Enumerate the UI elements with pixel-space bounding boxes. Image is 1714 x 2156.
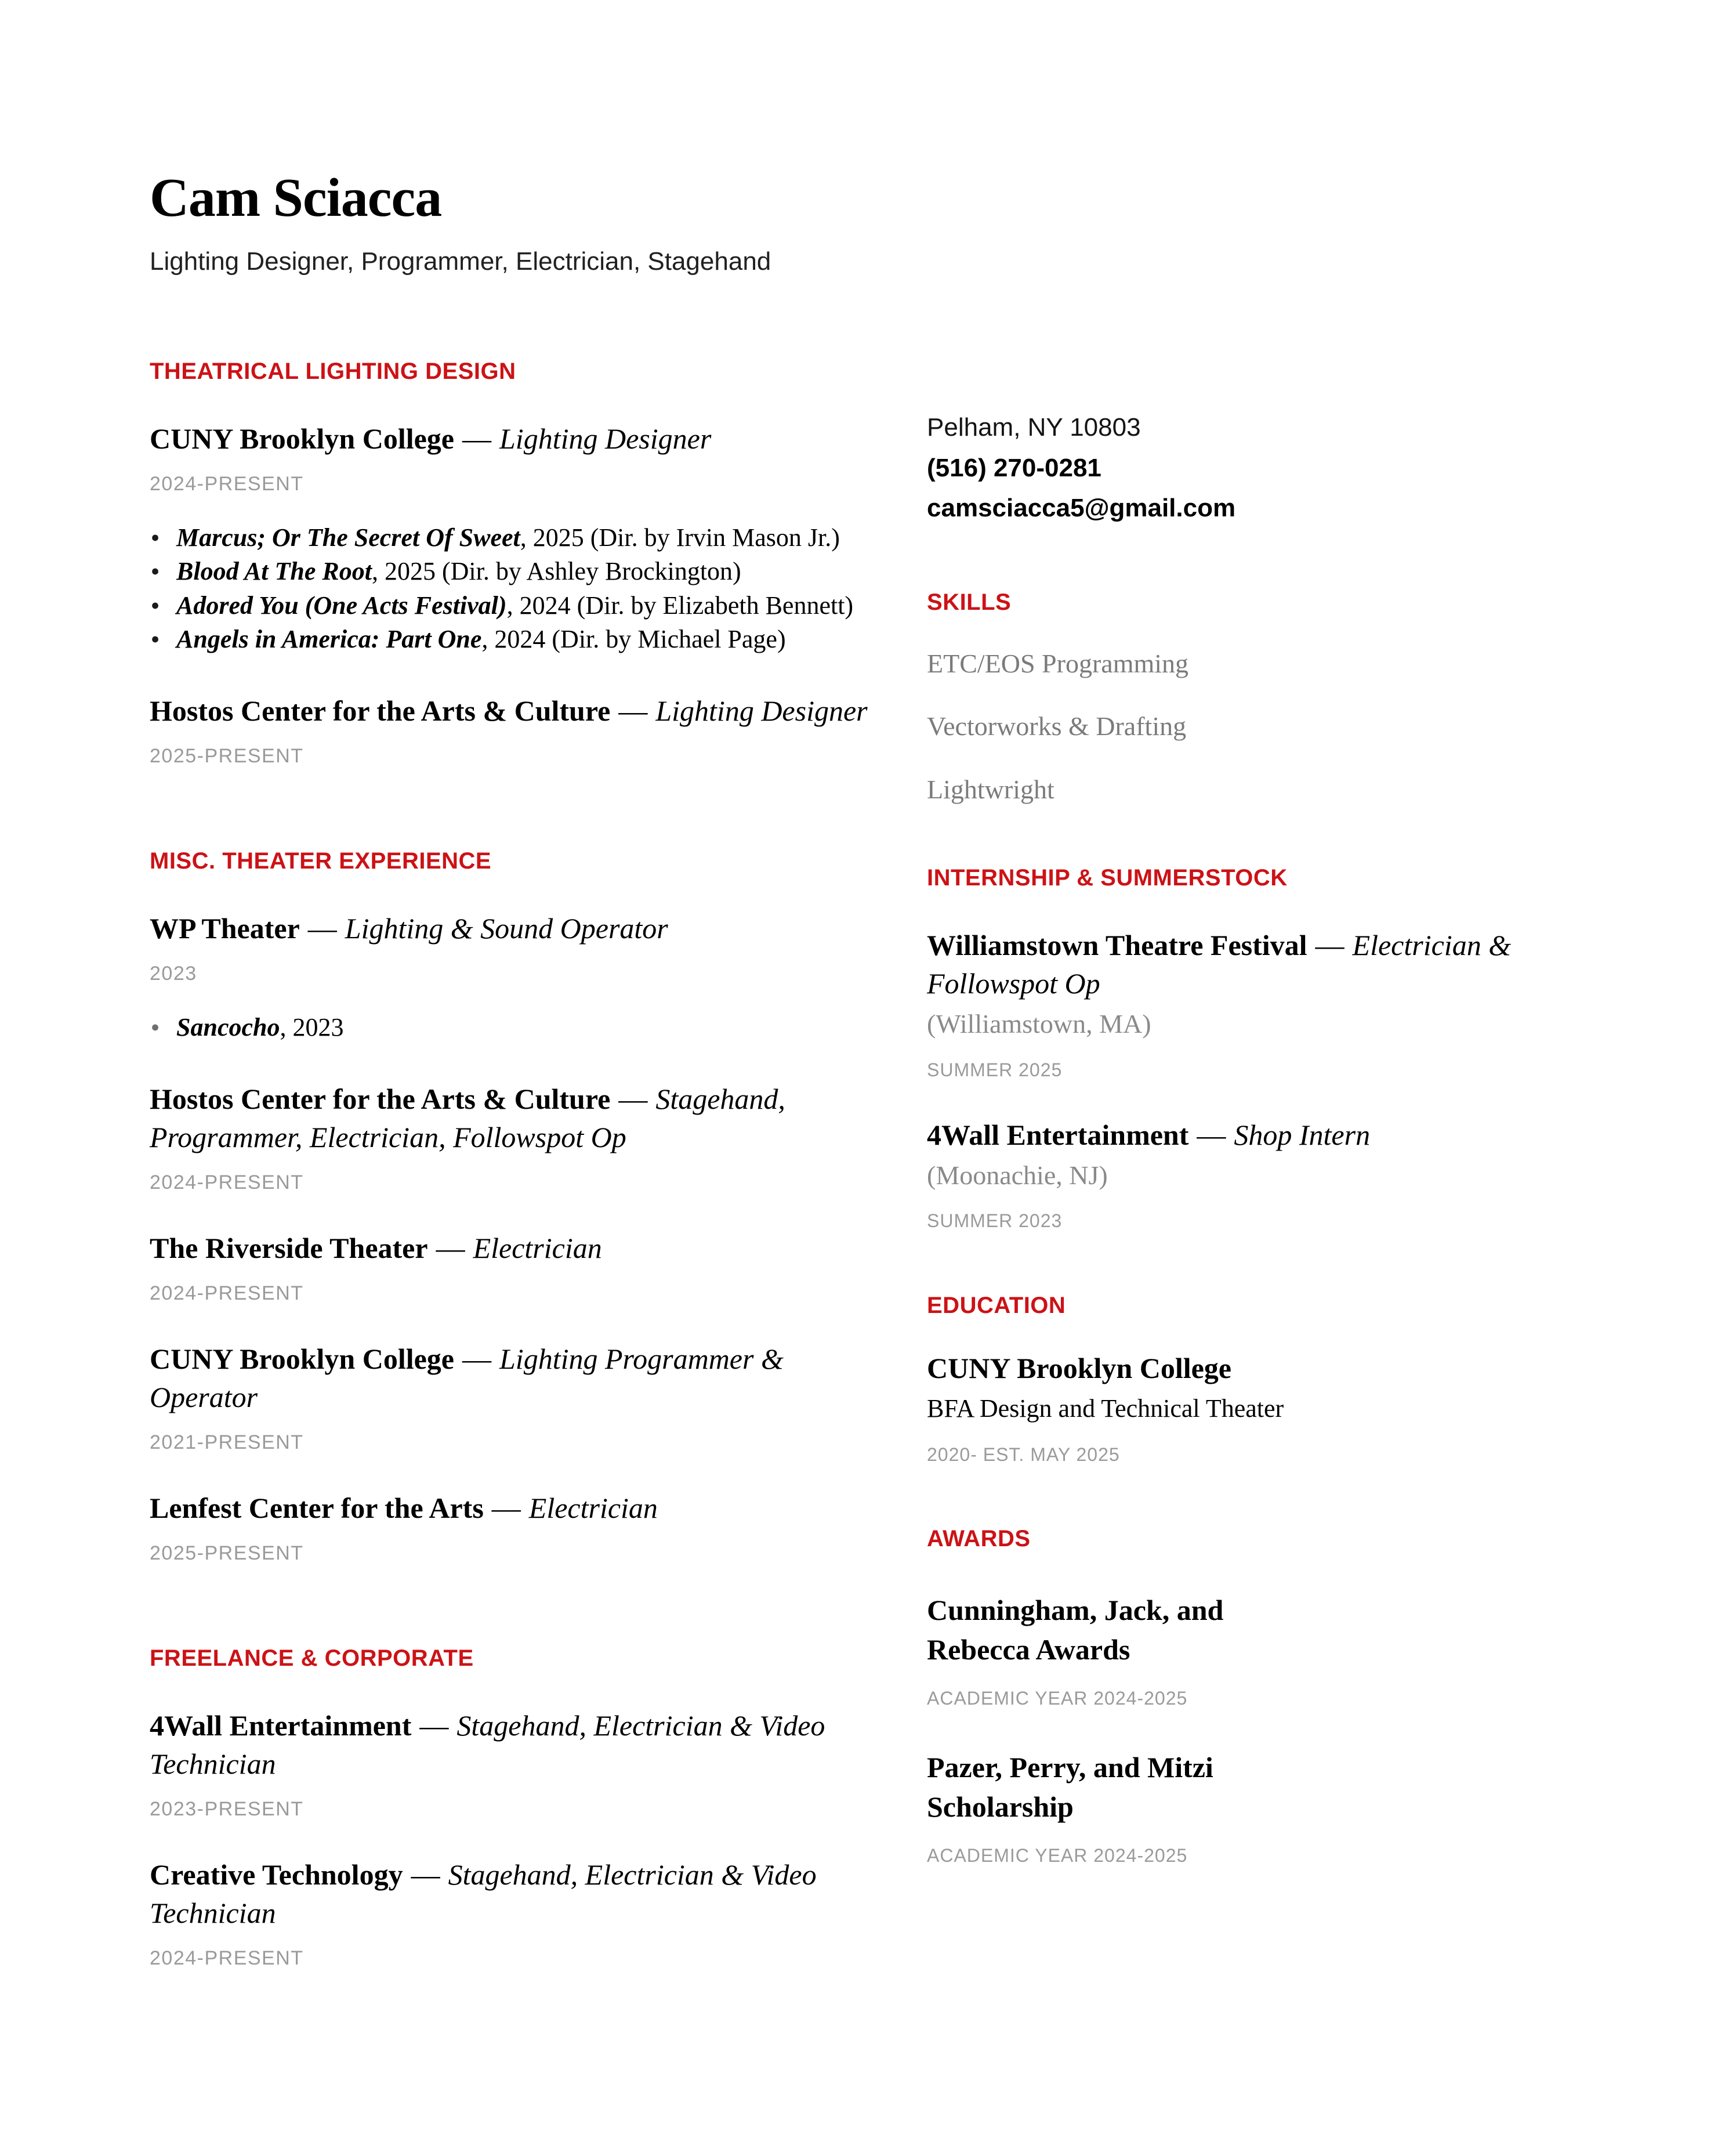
role-title: Lighting Designer (499, 422, 712, 455)
production-title: Blood At The Root (176, 557, 372, 586)
entry-4wall-freelance (150, 1706, 915, 1821)
bullet-dot-icon: ● (151, 529, 160, 545)
entry-date: 2024-PRESENT (150, 1171, 304, 1193)
em-dash: — (491, 1491, 521, 1524)
entry-4wall-intern (927, 1116, 1623, 1232)
skill-item: Vectorworks & Drafting (927, 711, 1187, 741)
award-title: Cunningham, Jack, and Rebecca Awards (927, 1594, 1224, 1666)
production-list (150, 1011, 915, 1045)
role-title: Lighting & Sound Operator (345, 912, 668, 945)
org-name: Hostos Center for the Arts & Culture (150, 694, 611, 727)
role-title: Electrician (473, 1231, 602, 1264)
entry-date: 2021-PRESENT (150, 1431, 304, 1453)
production-title: Marcus; Or The Secret Of Sweet (176, 523, 520, 552)
skill-item: ETC/EOS Programming (927, 648, 1189, 678)
entry-title (150, 1489, 869, 1527)
role-title: Stagehand, Electrician & Video Technician (150, 1858, 817, 1930)
production-title: Sancocho (176, 1013, 280, 1042)
entry-date: 2024-PRESENT (150, 1282, 304, 1304)
entry-title (150, 1706, 869, 1783)
em-dash: — (436, 1231, 465, 1264)
production-item (150, 1011, 915, 1045)
entry-date: 2025-PRESENT (150, 744, 304, 767)
org-name: The Riverside Theater (150, 1231, 428, 1264)
production-item (150, 623, 915, 657)
section-heading-freelance-corporate: FREELANCE & CORPORATE (150, 1645, 474, 1672)
bullet-dot-icon: ● (151, 1019, 160, 1036)
role-title: Stagehand, Programmer, Electrician, Followspot Op (150, 1082, 785, 1153)
em-dash: — (618, 1082, 648, 1115)
em-dash: — (419, 1709, 449, 1742)
entry-title (150, 1229, 869, 1267)
entry-date: SUMMER 2023 (927, 1210, 1063, 1232)
role-title: Stagehand, Electrician & Video Technician (150, 1709, 825, 1781)
entry-title (927, 926, 1623, 1003)
entry-creative-technology (150, 1855, 915, 1970)
education-degree: BFA Design and Technical Theater (927, 1394, 1284, 1423)
entry-location: (Moonachie, NJ) (927, 1160, 1108, 1190)
production-details: , 2023 (280, 1013, 344, 1042)
entry-title (150, 692, 869, 730)
org-name: WP Theater (150, 912, 300, 945)
entry-date: 2023 (150, 963, 197, 985)
entry-location: (Williamstown, MA) (927, 1009, 1151, 1039)
production-item (150, 589, 915, 623)
left-column (150, 0, 915, 1970)
person-name: Cam Sciacca (150, 168, 442, 228)
entry-title (150, 1080, 869, 1156)
production-title: Adored You (One Acts Festival) (176, 591, 507, 620)
entry-date: 2024-PRESENT (150, 1947, 304, 1970)
entry-date: SUMMER 2025 (927, 1059, 1063, 1080)
right-column (927, 0, 1623, 1866)
award-pazer-perry-mitzi (927, 1748, 1623, 1866)
org-name: Hostos Center for the Arts & Culture (150, 1082, 611, 1115)
entry-date: 2025-PRESENT (150, 1542, 304, 1564)
bullet-dot-icon: ● (151, 631, 160, 647)
production-details: , 2025 (Dir. by Ashley Brockington) (371, 557, 741, 586)
production-title: Angels in America: Part One (176, 625, 482, 654)
entry-title (150, 909, 869, 947)
production-item (150, 555, 915, 589)
entry-hostos-stagehand (150, 1080, 915, 1194)
entry-williamstown (927, 926, 1623, 1080)
org-name: Williamstown Theatre Festival (927, 929, 1307, 962)
bullet-dot-icon: ● (151, 597, 160, 613)
em-dash: — (618, 694, 648, 727)
org-name: 4Wall Entertainment (150, 1709, 412, 1742)
entry-date: 2024-PRESENT (150, 472, 304, 495)
em-dash: — (411, 1858, 440, 1891)
entry-cuny-programmer (150, 1340, 915, 1454)
section-heading-education: EDUCATION (927, 1292, 1066, 1318)
entry-hostos-lighting-designer (150, 692, 915, 768)
section-heading-misc-theater-experience: MISC. THEATER EXPERIENCE (150, 848, 492, 874)
contact-email: camsciacca5@gmail.com (927, 494, 1236, 523)
org-name: CUNY Brooklyn College (150, 422, 454, 455)
role-title: Lighting Programmer & Operator (150, 1342, 784, 1413)
skill-item: Lightwright (927, 774, 1055, 804)
org-name: CUNY Brooklyn College (150, 1342, 454, 1375)
award-cunningham-jack-rebecca (927, 1590, 1623, 1709)
entry-title (150, 1855, 869, 1932)
entry-date: 2023-PRESENT (150, 1798, 304, 1821)
contact-phone: (516) 270-0281 (927, 453, 1101, 482)
production-item (150, 521, 915, 555)
role-title: Electrician & Followspot Op (927, 929, 1512, 1000)
org-name: Creative Technology (150, 1858, 403, 1891)
entry-wp-theater (150, 909, 915, 1045)
em-dash: — (1315, 929, 1345, 962)
entry-title (150, 1340, 869, 1416)
bullet-dot-icon: ● (151, 563, 160, 580)
org-name: 4Wall Entertainment (927, 1118, 1189, 1151)
em-dash: — (307, 912, 337, 945)
em-dash: — (462, 422, 491, 455)
education-school: CUNY Brooklyn College (927, 1351, 1231, 1384)
contact-location: Pelham, NY 10803 (927, 413, 1141, 442)
production-list (150, 521, 915, 657)
award-date: ACADEMIC YEAR 2024-2025 (927, 1845, 1188, 1866)
production-details: , 2024 (Dir. by Michael Page) (481, 625, 786, 654)
production-details: , 2025 (Dir. by Irvin Mason Jr.) (520, 523, 840, 552)
org-name: Lenfest Center for the Arts (150, 1491, 484, 1524)
role-title: Electrician (528, 1491, 658, 1524)
award-title: Pazer, Perry, and Mitzi Scholarship (927, 1751, 1213, 1824)
entry-riverside-theater (150, 1229, 915, 1305)
role-title: Shop Intern (1234, 1118, 1371, 1151)
section-heading-internship-summerstock: INTERNSHIP & SUMMERSTOCK (927, 865, 1288, 891)
entry-title (927, 1116, 1623, 1154)
education-date: 2020- EST. MAY 2025 (927, 1444, 1120, 1465)
entry-cuny-lighting-designer (150, 419, 915, 657)
em-dash: — (462, 1342, 491, 1375)
em-dash: — (1197, 1118, 1226, 1151)
section-heading-theatrical-lighting-design: THEATRICAL LIGHTING DESIGN (150, 358, 516, 384)
role-title: Lighting Designer (655, 694, 868, 727)
entry-title (150, 419, 869, 458)
section-heading-awards: AWARDS (927, 1526, 1031, 1552)
contact-block (927, 407, 1623, 529)
production-details: , 2024 (Dir. by Elizabeth Bennett) (506, 591, 854, 620)
entry-lenfest-center (150, 1489, 915, 1565)
section-heading-skills: SKILLS (927, 589, 1012, 615)
award-date: ACADEMIC YEAR 2024-2025 (927, 1688, 1188, 1709)
person-subtitle: Lighting Designer, Programmer, Electrician, Stagehand (150, 247, 771, 276)
